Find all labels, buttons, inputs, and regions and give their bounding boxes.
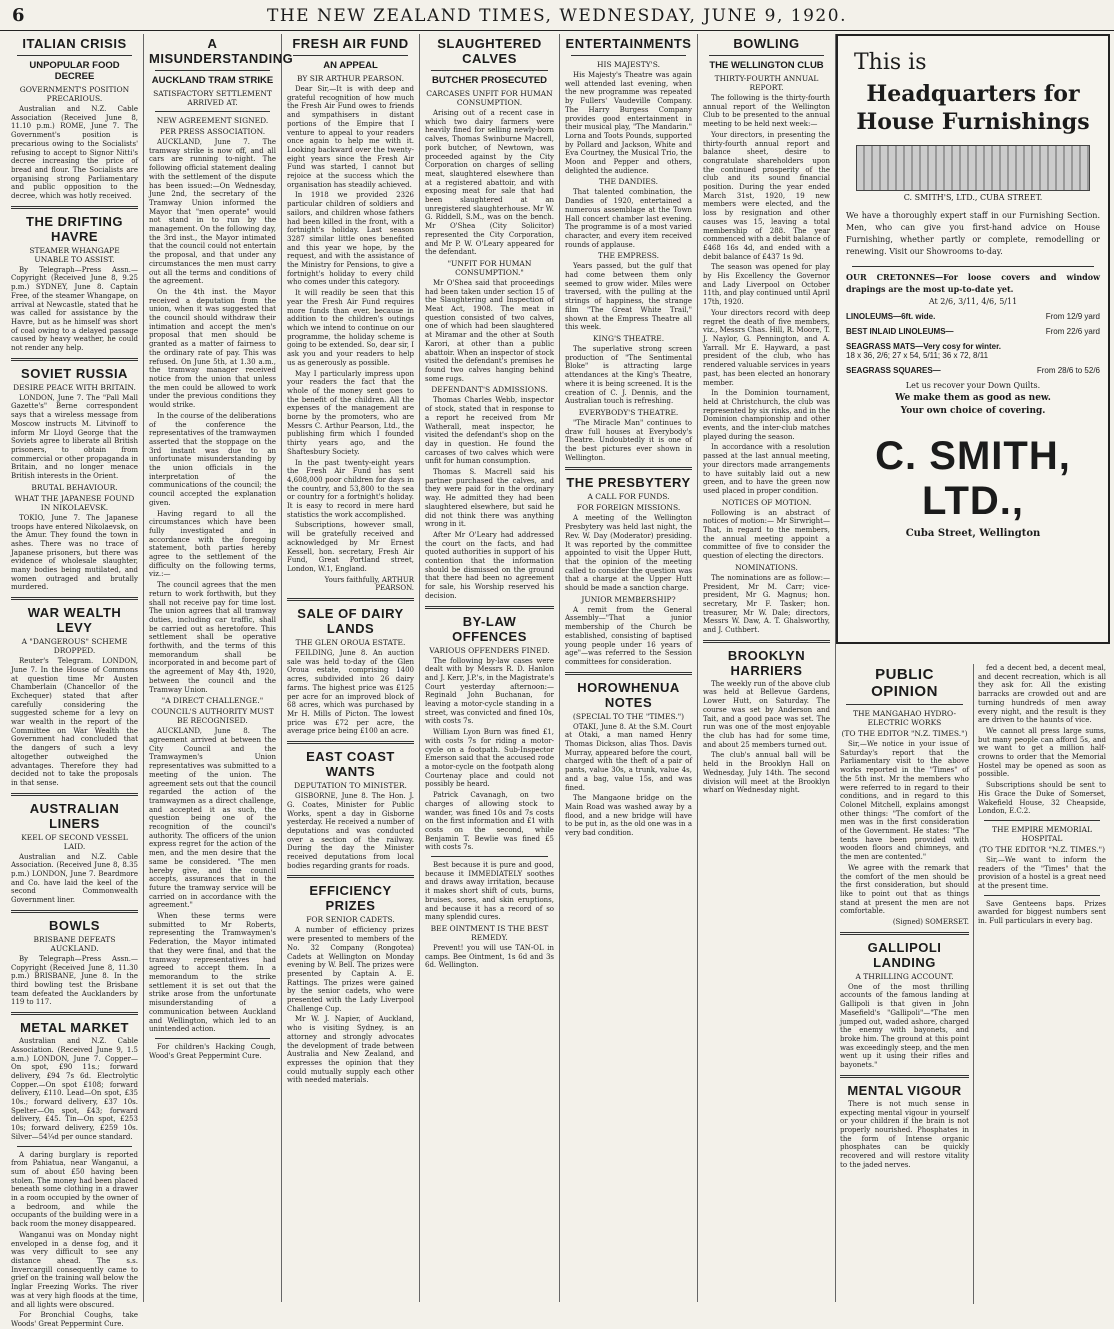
article-paragraph: In accordance with a resolution passed at the last annual meeting, your directors made arrangements to have suitably laid out a new green, and to have the green now used placed in proper condition. [703, 443, 830, 495]
subheadline: A CALL FOR FUNDS. [587, 492, 670, 502]
headline: A MISUNDERSTANDING [149, 36, 294, 66]
subheadline: "UNFIT FOR HUMAN CONSUMPTION." [447, 258, 532, 277]
subheadline: BUTCHER PROSECUTED [431, 75, 548, 86]
subheadline: VARIOUS OFFENDERS FINED. [429, 645, 550, 655]
lower-columns [836, 664, 1110, 1304]
ad-item-price: 18 x 36, 2/6; 27 x 54, 5/11; 36 x 72, 8/11 [846, 351, 989, 360]
column-7 [836, 664, 974, 1304]
subheadline: HIS MAJESTY'S. [596, 60, 660, 69]
headline: BROOKLYN HARRIERS [727, 647, 806, 678]
subheadline: "A DIRECT CHALLENGE." [161, 696, 264, 706]
column-8 [974, 664, 1110, 1304]
headline: METAL MARKET [20, 1020, 129, 1036]
article-paragraph: Wanganui was on Monday night enveloped in a dense fog, and it was very difficult to see any distance ahead. The s.s. Invercargill consequently came to grief on the training wall below the Inglar Freezing Works. The river was at very high floods at the time, and all lights were obscured. [11, 1230, 138, 1309]
subheadline: (TO THE EDITOR "N.Z. TIMES.") [978, 844, 1105, 854]
article-paragraph: In 1918 we provided 2326 particular children of soldiers and sailors, and children whose fathers had been killed in the front, with a fortnight's holiday. Last season 3287 similar little ones benefited and this year we hope, by the request, and with the assistance of the Ministry for Pensions, to give a fortnight's holiday to every child who comes under this category. [287, 191, 414, 287]
ad-quilts: Let us recover your Down Quilts. [905, 381, 1041, 390]
ad-heading: House Furnishings [856, 109, 1090, 135]
masthead [0, 0, 1114, 31]
article-paragraph: Following is an abstract of notices of motion:— Mr Sirwright—That, in regard to the members, the annual meeting appoint a committee of five to consider the question of electing the directors. [703, 508, 830, 561]
subheadline: SATISFACTORY SETTLEMENT ARRIVED AT. [153, 89, 272, 107]
ad-item-label: SEAGRASS MATS—Very cosy for winter. [846, 342, 1002, 351]
article-paragraph: The superlative strong screen production of "The Sentimental Bloke" is attracting large attendances at the King's Theatre, where it is being screened. It is the creation of C. J. Dennis, and the Australian touch is refreshing. [565, 344, 692, 406]
article-paragraph: In the Dominion tournament, held at Christchurch, the club was represented by six rinks, and in the Dominion championship and other events, and the inter-club matches played during the season. [703, 389, 830, 441]
subheadline: (SPECIAL TO THE "TIMES.") [572, 711, 685, 721]
subheadline: A THRILLING ACCOUNT. [855, 971, 954, 981]
article-paragraph: Your directors, in presenting the thirty-fourth annual report and balance sheet, desire to congratulate shareholders upon the continued prosperity of the club and its sound financial position. During the year ended March 31st, 1920, 19 new members were elected, and the loss by resignation and other causes was 15, leaving a total membership of 288. The year commenced with a debit balance of £468 16s 4d, and ended with a debit balance of £437 1s 9d. [703, 130, 830, 261]
column-1 [6, 34, 144, 1328]
subheadline: JUNIOR MEMBERSHIP? [581, 594, 676, 604]
subheadline: WHAT THE JAPANESE FOUND IN NIKOLAEVSK. [14, 493, 135, 512]
column-3 [282, 34, 420, 1302]
article-paragraph: Subscriptions should be sent to His Grace the Duke of Somerset, Wakefield House, 32 Cheapside, London, E.C.2. [978, 781, 1106, 816]
ad-item-label: LINOLEUMS—6ft. wide. [846, 312, 936, 321]
subheadline: A "DANGEROUS" SCHEME DROPPED. [21, 637, 128, 656]
article-paragraph: For children's Hacking Cough, Wood's Great Peppermint Cure. [149, 1042, 276, 1060]
headline: SALE OF DAIRY LANDS [297, 606, 404, 637]
headline: BY-LAW OFFENCES [452, 613, 527, 644]
article-paragraph: LONDON, June 7. The "Pall Mall Gazette's" Berne correspondent says that a wireless message from Moscow instructs M. Litvinoff to inform Mr Lloyd George that the Soviets agree to liberate all British prisoners, to obtain from commercial or other propaganda in Britain, and no longer menace British interests in the Orient. [11, 393, 138, 481]
article-paragraph: It will readily be seen that this year the Fresh Air Fund requires more funds than ever, because in addition to the children's outings which we intend to continue on our programme, the holiday scheme is going to be extended. So, dear sir, I ask you and your readers to help us as generously as possible. [287, 289, 414, 367]
article-paragraph: The Mangaone bridge on the Main Road was washed away by a flood, and a new bridge will have to be put in, as the old one was in a very bad condition. [565, 794, 692, 838]
subheadline: NOMINATIONS. [735, 562, 798, 572]
article-paragraph: OTAKI, June 8. At the S.M. Court at Otaki, a man named Henry Thomas Dickson, alias Thos. Davis Murray, appeared before the court, charged with the theft of a pair of pants, value 30s, a trunk, value 4s, and a bag, value 15s, and was fined. [565, 722, 692, 792]
subheadline: EVERYBODY'S THEATRE. [578, 407, 679, 417]
article-paragraph: Mr O'Shea said that proceedings had been taken under section 15 of the Slaughtering and Inspection of Meat Act, 1908. The meat in question consisted of two calves, one of which had been slaughtered at Miramar and the other at South Karori, at other than a public abattoir. When an inspector of stock visited the defendant's premises he found two calves hanging behind some rugs. [425, 278, 554, 383]
article-paragraph: The following is the thirty-fourth annual report of the Wellington Club to be presented to the annual meeting to be held next week:— [703, 94, 830, 129]
article-paragraph: May I particularly impress upon your readers the fact that the whole of the money sent goes to the benefit of the children. All the expenses of the management are borne by the promoters, who are Messrs C. Arthur Pearson, Ltd., the publishing firm which I founded thirty years ago, and the Shaftesbury Society. [287, 369, 414, 456]
ad-quilts: We make them as good as new. [895, 393, 1051, 403]
article-paragraph: TOKIO, June 7. The Japanese troops have entered Nikolaevsk, on the Amur. They found the town in ashes. There was no trace of Japanese prisoners, but there was evidence of wholesale slaughter, many bodies being mutilated, and women outraged and brutally murdered. [11, 513, 138, 592]
ad-line: This is [854, 50, 927, 75]
article-paragraph: Dear Sir,—It is with deep and grateful recognition of how much the Fresh Air Fund owes to friends and sympathisers in distant portions of the Empire that I venture to appeal to your readers once again to help me with it. Looking backward over the twenty-eight years since the Fresh Air Fund was started, I cannot but rejoice at the success which the organisation has steadily achieved. [287, 85, 414, 189]
headline: BOWLING [733, 36, 800, 51]
headline: ENTERTAINMENTS [565, 36, 692, 51]
article-paragraph: After Mr O'Leary had addressed the court on the facts, and had quoted authorities in support of his contention that the information should be dismissed on the ground that there had been no agreement for sale, his Worship reserved his decision. [425, 530, 554, 600]
article-paragraph: We agree with the remark that the comfort of the men should be the first consideration, but should like to point out that as things stand at present the men are not comfortable. [840, 863, 969, 916]
article-paragraph: Australian and N.Z. Cable Association (Received June 8, 11.10 p.m.) ROME, June 7. The Government's position is precarious owing to the Socialists' refusing to accept to Signor Nitti's decree increasing the price of bread and flour. The Socialists are organising strong Parliamentary and public opposition to the decree, which was hotly received. [11, 105, 138, 201]
ad-item-label: SEAGRASS SQUARES— [846, 366, 941, 375]
article-paragraph: His Majesty's Theatre was again well attended last evening, when the new programme was repeated by Fullers' Vaudeville Company. The Harry Burgess Company provides good entertainment in their musical play, "The Mandarin." Lorna and Toots Pounds, supported by Pollard and Jackson, White and Eva Courtney, the Musical Trio, the Moon and Pepper and others, delighted the audience. [565, 71, 692, 175]
column-4 [420, 34, 560, 1302]
article-paragraph: "The Miracle Man" continues to draw full houses at Everybody's Theatre. Undoubtedly it is one of the best pictures ever shown in Wellington. [565, 418, 692, 462]
article-paragraph: The season was opened for play by His Excellency the Governor and Lady Liverpool on October 11th, and play continued until April 17th, 1920. [703, 263, 830, 307]
subheadline: STEAMER WHANGAPE UNABLE TO ASSIST. [29, 245, 120, 264]
subheadline: (TO THE EDITOR "N.Z. TIMES.") [841, 729, 968, 738]
article-paragraph: Australian and N.Z. Cable Association. (Received June 8, 8.35 p.m.) LONDON, June 7. Beardmore and Co. have laid the keel of the second Commonwealth Government liner. [11, 852, 138, 905]
subheadline: BRUTAL BEHAVIOUR. [31, 482, 118, 492]
article-paragraph: Subscriptions, however small, will be gratefully received and acknowledged by Mr Ernest Kessell, hon. secretary, Fresh Air Fund, Great Portland street, London, W.1, England. [287, 521, 414, 573]
headline: AUSTRALIAN LINERS [29, 800, 120, 831]
ad-heading: Headquarters for [866, 81, 1080, 107]
article-paragraph: That talented combination, the Dandies of 1920, entertained a numerous assemblage at the Town Hall concert chamber last evening. The programme is of a most varied character, and every item received rounds of applause. [565, 188, 692, 249]
subheadline: PER PRESS ASSOCIATION. [159, 127, 266, 136]
subheadline: GOVERNMENT'S POSITION PRECARIOUS. [19, 85, 130, 103]
article-paragraph: Thomas S. Macrell said his partner purchased the calves, and they were paid for in the ordinary way. He admitted they had been slaughtered elsewhere, but said he did not think there was anything wrong in it. [425, 468, 554, 529]
subheadline: COUNCIL'S AUTHORITY MUST BE RECOGNISED. [151, 707, 274, 726]
subheadline: BY SIR ARTHUR PEARSON. [296, 74, 404, 83]
subheadline: DEPUTATION TO MINISTER. [294, 781, 407, 791]
article-paragraph: Your directors record with deep regret the death of five members, viz., Messrs Chas. Hill, R. Moore, T. J. Naylor, G. Pennington, and A. Yarrall. Mr E. Hayward, a past president of the club, who has rendered valuable services in years past, has been elected an honorary member. [703, 308, 830, 387]
page-columns [6, 34, 1110, 1328]
article-paragraph: By Telegraph—Press Assn.—Copyright (Received June 8, 11.30 p.m.) BRISBANE, June 8. In the third bowling test the Brisbane team defeated the Aucklanders by 119 to 117. [11, 954, 138, 1007]
headline: SLAUGHTERED CALVES [437, 36, 542, 66]
subheadline: THE EMPIRE MEMORIAL HOSPITAL [991, 824, 1093, 843]
signature: (Signed) SOMERSET. [892, 918, 969, 927]
subheadline: FOR SENIOR CADETS. [306, 915, 395, 925]
right-block [836, 34, 1110, 1302]
article-paragraph: Australian and N.Z. Cable Association. (Received June 9, 1.5 a.m.) LONDON, June 7. Copper—On spot, £90 11s.; forward delivery, £94 7s 6d. Electrolytic Copper.—On spot £108; forward delivery, £110. Lead—On spot, £35 10s.; forward delivery, £37 10s. Spelter—On spot, £43; forward delivery, £45. Tin—On spot, £253 10s; forward delivery, £259 10s. Silver—54¼d per ounce standard. [11, 1037, 138, 1141]
article-paragraph: Sir,—We want to inform the readers of the "Times" that the provision of a hostel is a great need at the present time. [978, 855, 1106, 891]
subheadline: UNPOPULAR FOOD DECREE [29, 60, 120, 82]
headline: SOVIET RUSSIA [21, 365, 128, 381]
signature: Yours faithfully, ARTHUR PEARSON. [324, 575, 414, 593]
subheadline: KEEL OF SECOND VESSEL LAID. [21, 832, 128, 851]
subheadline: THE MANGAHAO HYDRO-ELECTRIC WORKS [852, 709, 957, 727]
article-paragraph: There is not much sense in expecting mental vigour in yourself or your children if the brain is not properly nourished. Phosphates in the form of Intense organic phosphates can be quickly recovered and will restore vitality to the jaded nerves. [840, 1099, 969, 1169]
ad-caption: C. SMITH'S, LTD., CUBA STREET. [903, 193, 1043, 202]
subheadline: CARCASES UNFIT FOR HUMAN CONSUMPTION. [426, 89, 553, 107]
ad-cretonnes: OUR CRETONNES—For loose covers and window drapings are the most up-to-date yet. [846, 272, 1100, 294]
ad-price-row [846, 312, 1100, 321]
ad-text: We have a thoroughly expert staff in our Furnishing Section. Men, who can give you first-hand advice on House Furnishing, whether partly or complete, remodelling or renewing. Visit our Showrooms to-day. [846, 211, 1100, 256]
ad-cretonnes-prices: At 2/6, 3/11, 4/6, 5/11 [928, 297, 1018, 306]
subheadline: THE DANDIES. [598, 177, 659, 187]
article-paragraph: A meeting of the Wellington Presbytery was held last night, the Rev. W. Day (Moderator) presiding. It was reported by the committee appointed to visit the Upper Hutt, that the opinion of the meeting called to consider the question was that a charge at the Upper Hutt should be made a sanction charge. [565, 514, 692, 593]
article-paragraph: We cannot all press large sums, but many people can afford 5s, and we want to get a million half-crowns to order that the Memorial Hostel may be opened as soon as possible. [978, 726, 1106, 779]
headline: PUBLIC OPINION [871, 666, 938, 700]
article-paragraph: A remit from the General Assembly—"That a junior membership of the Church be established, consisting of baptised young people under 16 years of age"—was referred to the Session committees for consideration. [565, 605, 692, 666]
article-paragraph: Best because it is pure and good, because it IMMEDIATELY soothes and draws away irritation, because it makes short shift of cuts, burns, bruises, sores, and skin eruptions, and because it has a record of so many splendid cures. [425, 861, 554, 922]
article-paragraph: Reuter's Telegram. LONDON, June 7. In the House of Commons at question time Mr Austen Chamberlain (Chancellor of the Exchequer) stated that after carefully considering the suggested scheme for a levy on war wealth in the report of the Committee on War Wealth the Government had concluded that the dangers of such a levy altogether outweighed the advantages. Therefore they had decided not to take the proposals in that sense. [11, 657, 138, 787]
article-paragraph: Thomas Charles Webb, inspector of stock, stated that in response to a report he received from Mr Watherall, meat inspector, he visited the defendant's shop on the day in question. He found the carcases of two calves which were unfit for human consumption. [425, 396, 554, 466]
article-paragraph: William Lyon Burn was fined £1, with costs 7s for riding a motor-cycle on a footpath. Sub-Inspector Emerson said that the accused rode a motor-cycle on the footpath along Courtenay place and could not possibly be heard. [425, 728, 554, 789]
headline: BOWLS [49, 917, 100, 933]
furnishings-advertisement [836, 34, 1110, 644]
article-paragraph: In the past twenty-eight years the Fresh Air Fund has sent 4,608,000 poor children for days in the country, and 53,800 to the sea or country for a fortnight's holiday. It is easy to record in mere hard statistics the work accomplished. [287, 458, 414, 519]
shop-illustration [856, 145, 1090, 191]
article-paragraph: AUCKLAND, June 8. The agreement arrived at between the City Council and the Tramwaymen's Union representatives was submitted to a meeting of the union. The agreement sets out that the council regarded the action of the tramwaymen as a direct challenge, and accepted it as such, the question being one of the recognition of the council's authority. The officers of the union express regret for the action of the men, and the men desire that the same be considered. "The men hereby give, and the council accepts, assurances that in the future the tramway service will be carried on in accordance with the agreement." [149, 727, 276, 910]
article-paragraph: In the course of the deliberations of the conference the representatives of the tramwaymen asserted that the stoppage on the 3rd instant was due to an unfortunate misunderstanding by the union officials in the interpretation of the communications of the council; the council accepted the explanation given. [149, 411, 276, 507]
ad-item-price: From 28/6 to 52/6 [1036, 366, 1100, 375]
ad-price-row [846, 366, 1100, 375]
column-2 [144, 34, 294, 1302]
ad-quilts: Your own choice of covering. [900, 406, 1046, 416]
headline: MENTAL VIGOUR [847, 1082, 962, 1098]
headline: ITALIAN CRISIS [22, 36, 127, 51]
subheadline: THIRTY-FOURTH ANNUAL REPORT. [714, 74, 819, 92]
article-paragraph: By Telegraph—Press Assn.—Copyright (Received June 8, 9.25 p.m.) SYDNEY, June 8. Captain Free, of the steamer Whangape, on arrival at Newcastle, stated that he was called for assistance by the Havre, but as he himself was short of coal owing to a delayed passage caused by heavy weather, he could not render any help. [11, 265, 138, 353]
subheadline: FOR FOREIGN MISSIONS. [576, 503, 681, 513]
article-paragraph: FEILDING, June 8. An auction sale was held to-day of the Glen Oroua estate, comprising 1400 acres, subdivided into 26 dairy farms. The highest price was £125 per acre for an improved block of 68 acres, which was purchased by Mr H. Mills of Picton. The lowest price was £72 per acre, the average price being £100 an acre. [287, 649, 414, 736]
subheadline: THE GLEN OROUA ESTATE. [295, 638, 406, 648]
headline: THE PRESBYTERY [566, 475, 691, 491]
subheadline: THE EMPRESS. [598, 251, 659, 261]
headline: GALLIPOLI LANDING [867, 939, 942, 970]
subheadline: NEW AGREEMENT SIGNED. [156, 116, 269, 125]
column-6 [698, 34, 836, 1302]
article-paragraph: Patrick Cavanagh, on two charges of allowing stock to wander, was fined 10s and 7s costs on the first information and £1 with costs on the second, while Benjamin T. Bewlie was fined £5 with costs 7s. [425, 791, 554, 852]
ad-brand: C. SMITH, LTD., [875, 434, 1071, 523]
subheadline: NOTICES OF MOTION. [721, 497, 812, 507]
newspaper-title: THE NEW ZEALAND TIMES, WEDNESDAY, JUNE 9, 1920. [267, 6, 847, 26]
ad-item-price: From 12/9 yard [1045, 312, 1100, 321]
subheadline: THE WELLINGTON CLUB [709, 60, 824, 71]
article-paragraph: Sir,—We notice in your issue of Saturday's report that the Parliamentary visit to the above works reported in the "Times" of the 5th inst. Mr the members who were referred to in regard to their conditions, and in regard to this Colonel Mitchell, explains amongst other things: "The comfort of the men was in the first consideration of the Government. He states: "The tents have been provided with wooden floors and chimneys, and the men are contented." [840, 740, 969, 862]
headline: HOROWHENUA NOTES [577, 679, 680, 710]
subheadline: AN APPEAL [323, 60, 378, 71]
ad-item-price: From 22/6 yard [1045, 327, 1100, 336]
headline: EFFICIENCY PRIZES [309, 883, 392, 914]
headline: EAST COAST WANTS [306, 749, 395, 780]
ad-item-label: BEST INLAID LINOLEUMS— [846, 327, 954, 336]
subheadline: KING'S THEATRE. [592, 333, 665, 343]
article-paragraph: On the 4th inst. the Mayor received a deputation from the union, when it was suggested that the council should withdraw their intimation and accept the men's proposal that men should be granted as a matter of fairness to the ordinary rate of pay. This was refused. On June 5th, at 1.30 a.m., the tramway manager received notice from the union that unless the men could be allowed to work under the previous conditions they would strike. [149, 287, 276, 410]
headline: WAR WEALTH LEVY [27, 605, 122, 636]
article-paragraph: Save Genteens baps. Prizes awarded for biggest numbers sent in. Full particulars in every bag. [978, 899, 1106, 926]
subheadline: DESIRE PEACE WITH BRITAIN. [13, 382, 136, 392]
article-paragraph: A daring burglary is reported from Pahiatua, near Wanganui, a sum of about £50 having been stolen. The money had been placed beneath some clothing in a drawer in a room occupied by the owner of a bedroom, and while the occupants of the building were in a back room the money disappeared. [11, 1150, 138, 1229]
article-paragraph: When these terms were submitted to Mr Roberts, representing the Tramwaymen's Federation, the Mayor intimated that they were final, and that the tramway representatives had agreed to accept them. In a memorandum to the strike settlement it is set out that the strike arose from the unfortunate misunderstanding of a communication between Auckland and Wellington, which led to an unintended action. [149, 912, 276, 1034]
article-paragraph: Having regard to all the circumstances which have been fully investigated and in accordance with the foregoing statement, both parties hereby agree to the settlement of the difficulty on the following terms, viz.:— [149, 509, 276, 579]
ad-price-row [846, 327, 1100, 336]
subheadline: BEE OINTMENT IS THE BEST REMEDY. [430, 923, 549, 942]
article-paragraph: fed a decent bed, a decent meal, and decent recreation, which is all they ask for. All the existing barracks are crowded out and are turning hundreds of men away every night, and the result is they are driven to the haunts of vice. [978, 664, 1106, 725]
article-paragraph: Prevent! you will use TAN-OL in camps. Bee Ointment, 1s 6d and 3s 6d. Wellington. [425, 943, 554, 970]
article-paragraph: AUCKLAND, June 7. The tramway strike is now off, and all cars are running to-night. The following official statement dealing with the settlement of the dispute has been issued:—On Wednesday, June 2nd, the secretary of the Tramway Union informed the Mayor that "men operate" would not stand in to run by the management. On the following day, the 3rd inst., the Mayor intimated that the council could not entertain the proposal, and that under any circumstances the men must carry out all the terms and conditions of the agreement. [149, 138, 276, 286]
article-paragraph: The following by-law cases were dealt with by Messrs R. D. Hanlon and J. Kerr, J.P.'s, in the Magistrate's Court yesterday afternoon:—Reginald John Buchanan, for leaving a motor-cycle standing in a street, was convicted and fined 10s, with costs 7s. [425, 656, 554, 726]
article-paragraph: The club's annual ball will be held in the Brooklyn Hall on Wednesday, July 14th. The second division will meet at the Brooklyn wharf on Wednesday night. [703, 751, 830, 795]
ad-address: Cuba Street, Wellington [905, 528, 1041, 539]
subheadline: AUCKLAND TRAM STRIKE [151, 75, 274, 86]
article-paragraph: A number of efficiency prizes were presented to members of the No. 32 Company (Rongotea) Cadets at Wellington on Monday evening by W. Bell. The prizes were presented by Captain A. E. Rattings. The prizes were gained by the senior cadets, who were presented with the Lady Liverpool Challenge Cup. [287, 926, 414, 1013]
headline: THE DRIFTING HAVRE [26, 213, 123, 244]
subheadline: BRISBANE DEFEATS AUCKLAND. [33, 934, 116, 953]
ad-price-row [846, 342, 1100, 360]
page-number: 6 [12, 5, 25, 26]
subheadline: DEFENDANT'S ADMISSIONS. [431, 385, 548, 395]
article-paragraph: Mr W. J. Napier, of Auckland, who is visiting Sydney, is an attorney and strongly advocates the development of trade between Australia and New Zealand, and expresses the opinion that they could mutually supply each other with needed materials. [287, 1015, 414, 1085]
column-5 [560, 34, 698, 1302]
article-paragraph: The nominations are as follow:—President, Mr M. Carr; vice-president, Mr G. Magnus; hon. secretary, Mr F. Tasker; hon. treasurer, Mr W. Dale; directors, Messrs W. Daw, A. T. Ghalsworthy, and J. Cuthbert. [703, 573, 830, 635]
article-paragraph: One of the most thrilling accounts of the famous landing at Gallipoli is that given in John Masefield's "Gallipoli"—"The men jumped out, waded ashore, charged the enemy with bayonets, and broke him. The ground at this point was exceedingly steep, and the men went up it using their rifles and bayonets." [840, 982, 969, 1070]
article-paragraph: The council agrees that the men return to work forthwith, but they shall not receive pay for time lost. The union agrees that all tramway duties, including car traffic, shall be carried out as heretofore. This settlement shall be operative forthwith, and the terms of this memorandum shall be incorporated in and become part of the agreement of May 4th, 1920, between the council and the Tramway Union. [149, 581, 276, 694]
article-paragraph: Years passed, but the gulf that had come between them only seemed to grow wider. Miles were traversed, with the pulling at the strings of happiness, the strange film "The Great White Trail," shown at the Empress Theatre all this week. [565, 262, 692, 332]
article-paragraph: Arising out of a recent case in which two dairy farmers were heavily fined for selling newly-born calves, Thomas Swinburne Macrell, pork butcher, of Newtown, was proceeded against by the City Corporation on charges of selling meat, slaughtered elsewhere than at a registered abattoir, and with exposing meat for sale that had been slaughtered at an unregistered slaughterhouse. Mr W. G. Riddell, S.M., was on the bench. Mr O'Shea (City Solicitor) represented the City Corporation, and Mr P. W. O'Leary appeared for the defendant. [425, 109, 554, 257]
article-paragraph: For Bronchial Coughs, take Woods' Great Peppermint Cure. [11, 1311, 138, 1328]
article-paragraph: GISBORNE, June 8. The Hon. J. G. Coates, Minister for Public Works, spent a day in Gisborne yesterday. He received a number of deputations and was conducted over a section of the railway. During the day the Minister received deputations from local bodies regarding grants for roads. [287, 792, 414, 870]
headline: FRESH AIR FUND [292, 36, 409, 51]
article-paragraph: The weekly run of the above club was held at Bellevue Gardens, Lower Hutt, on Saturday. The course was set by Anderson and Tait, and a good pace was set. The run was one of the most enjoyable the club has had for some time, and about 25 members turned out. [703, 679, 830, 749]
